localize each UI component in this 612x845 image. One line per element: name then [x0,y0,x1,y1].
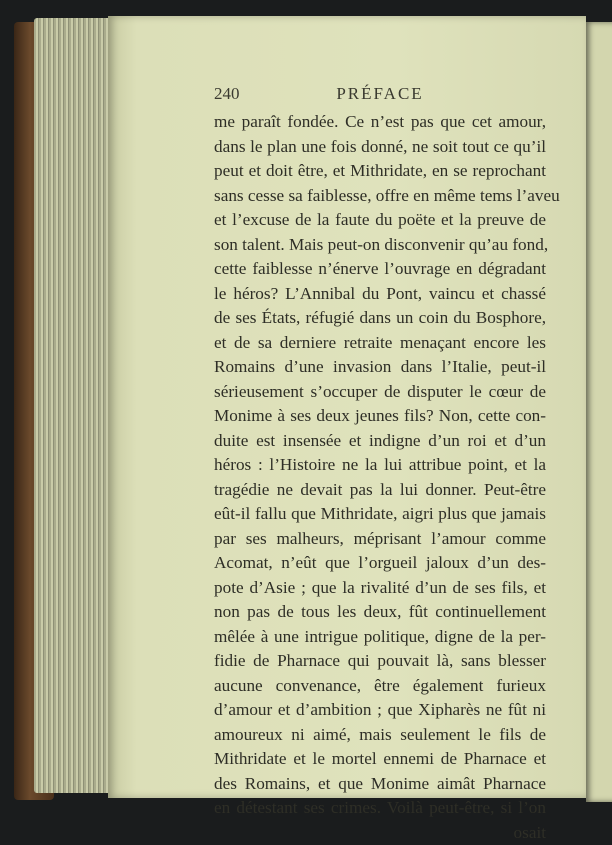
text-line: eût-il fallu que Mithridate, aigri plus que jamais [214,502,546,527]
text-line: pote d’Asie ; que la rivalité d’un de ses fils, et [214,576,546,601]
running-title: PRÉFACE [214,84,546,104]
text-line: des Romains, et que Monime aimât Pharnace [214,772,546,797]
text-line: en détestant ses crimes. Voilà peut-être, si l’on [214,796,546,821]
text-line: d’amour et d’ambition ; que Xipharès ne fût ni [214,698,546,723]
text-line: me paraît fondée. Ce n’est pas que cet amour, [214,110,546,135]
text-line: Romains d’une invasion dans l’Italie, peut-il [214,355,546,380]
text-line: mêlée à une intrigue politique, digne de la per- [214,625,546,650]
text-line: amoureux ni aimé, mais seulement le fils de [214,723,546,748]
catchword: osait [214,821,546,845]
text-line: Mithridate et le mortel ennemi de Pharnace et [214,747,546,772]
body-text [214,110,546,845]
text-line: Acomat, n’eût que l’orgueil jaloux d’un des- [214,551,546,576]
text-line: sérieusement s’occuper de disputer le cœur de [214,380,546,405]
text-line: son talent. Mais peut-on disconvenir qu’au fond, [214,233,546,258]
text-line: héros : l’Histoire ne la lui attribue point, et la [214,453,546,478]
text-line: et de sa derniere retraite menaçant encore les [214,331,546,356]
text-line: duite est insensée et indigne d’un roi et d’un [214,429,546,454]
text-line: tragédie ne devait pas la lui donner. Peut-être [214,478,546,503]
text-line: aucune convenance, être également furieux [214,674,546,699]
text-line: par ses malheurs, méprisant l’amour comme [214,527,546,552]
page-header [214,84,546,106]
text-line: peut et doit être, et Mithridate, en se reprochant [214,159,546,184]
text-line: cette faiblesse n’énerve l’ouvrage en dégradant [214,257,546,282]
page-edges [34,18,114,793]
text-line: de ses États, réfugié dans un coin du Bosphore, [214,306,546,331]
text-line: non pas de tous les deux, fût continuellement [214,600,546,625]
text-line: Monime à ses deux jeunes fils? Non, cette con- [214,404,546,429]
text-line: et l’excuse de la faute du poëte et la preuve de [214,208,546,233]
page-number: 240 [214,84,240,104]
text-line: dans le plan une fois donné, ne soit tout ce qu’il [214,135,546,160]
facing-page-edge [586,22,612,802]
text-line: sans cesse sa faiblesse, offre en même tems l’aveu [214,184,546,209]
text-line: le héros? L’Annibal du Pont, vaincu et chassé [214,282,546,307]
text-line: fidie de Pharnace qui pouvait là, sans blesser [214,649,546,674]
